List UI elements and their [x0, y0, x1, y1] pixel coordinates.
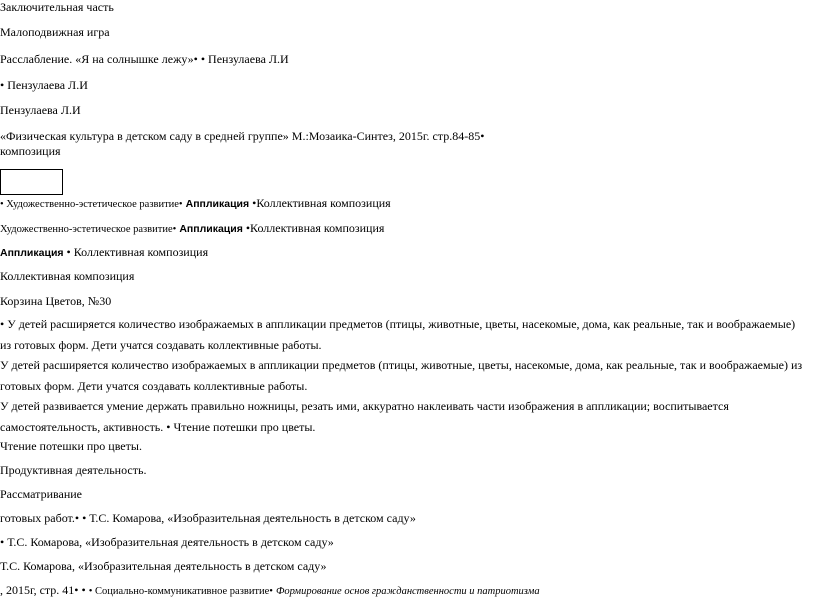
text-line-game: Малоподвижная игра — [0, 25, 110, 39]
application-label: Аппликация — [179, 223, 243, 235]
year-page-label: , 2015г, стр. 41• • — [0, 583, 86, 597]
text-line-komarova-bullet: • Т.С. Комарова, «Изобразительная деятельность в детском саду» — [0, 535, 334, 549]
social-development-label: • Социально-коммуникативное развитие• — [88, 586, 273, 597]
paragraph-expansion-bullet: • У детей расширяется количество изображаемых в аппликации предметов (птицы, животные, цветы, насекомые, дома, как реальные, так и воображаемые) из готовых форм. Дети учатся создавать коллективные работы. — [0, 317, 796, 352]
art-development-label: • Художественно-эстетическое развитие• — [0, 199, 183, 210]
text-line-reference: «Физическая культура в детском саду в средней группе» М.:Мозаика-Синтез, 2015г. стр.84-85• — [0, 129, 485, 143]
text-line-art-development-bullet — [0, 196, 391, 212]
art-development-label: Художественно-эстетическое развитие• — [0, 224, 177, 235]
text-line-productive: Продуктивная деятельность. — [0, 463, 147, 477]
application-label: Аппликация — [185, 198, 250, 210]
paragraph-expansion: У детей расширяется количество изображаемых в аппликации предметов (птицы, животные, цветы, насекомые, дома, как реальные, так и воображаемые) из готовых форм. Дети учатся создавать коллективные работы. — [0, 358, 803, 393]
text-line-finished-works: готовых работ.• • Т.С. Комарова, «Изобразительная деятельность в детском саду» — [0, 511, 416, 525]
text-line-author: Пензулаева Л.И — [0, 103, 81, 117]
text-line-collective: Коллективная композиция — [0, 269, 135, 283]
text-line-viewing: Рассматривание — [0, 487, 82, 501]
collective-composition-label: • Коллективная композиция — [66, 245, 209, 259]
text-line-author-bullet: • Пензулаева Л.И — [0, 78, 88, 92]
text-line-relaxation: Расслабление. «Я на солнышке лежу»• • Пензулаева Л.И — [0, 52, 289, 66]
collective-composition-label: •Коллективная композиция — [245, 221, 385, 235]
text-line-composition: композиция — [0, 144, 61, 158]
text-line-art-development — [0, 221, 384, 237]
paragraph-skills: У детей развивается умение держать правильно ножницы, резать ими, аккуратно наклеивать части изображения в аппликации; воспитывается самостоятельность, активность. • Чтение потешки про цветы. — [0, 399, 729, 434]
text-line-final — [0, 583, 540, 599]
text-line-reading: Чтение потешки про цветы. — [0, 439, 142, 453]
collective-composition-label: •Коллективная композиция — [252, 196, 391, 210]
text-line-final-part: Заключительная часть — [0, 0, 114, 14]
application-label: Аппликация — [0, 247, 64, 259]
citizenship-label: Формирование основ гражданственности и патриотизма — [275, 586, 540, 597]
text-line-komarova: Т.С. Комарова, «Изобразительная деятельность в детском саду» — [0, 559, 327, 573]
empty-box — [0, 169, 63, 195]
text-line-basket: Корзина Цветов, №30 — [0, 294, 112, 308]
text-line-application — [0, 245, 208, 260]
